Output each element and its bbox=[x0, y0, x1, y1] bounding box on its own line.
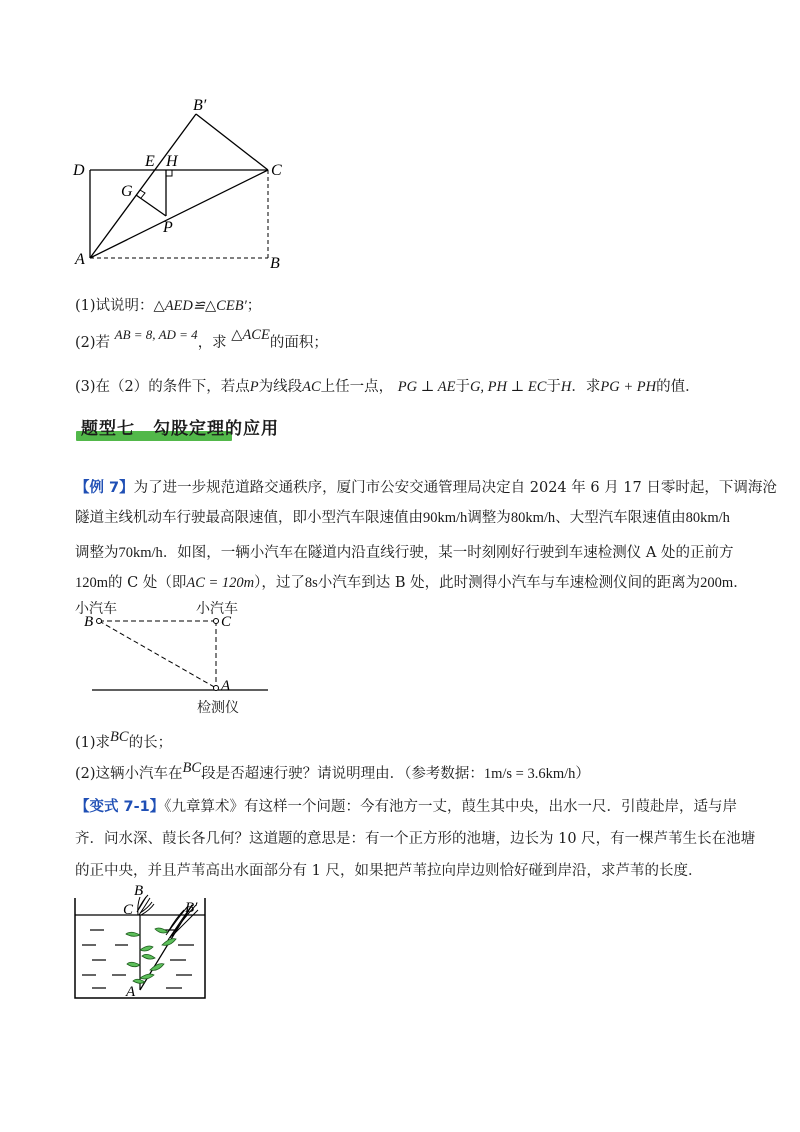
example-7-tag: 【例 7】 bbox=[75, 480, 134, 496]
right-angle-H bbox=[166, 170, 172, 176]
variation-7-1-line-3: 的正中央，并且芦苇高出水面部分有 1 尺，如果把芦苇拉向岸边则恰好碰到岸沿，求芦苇的长度． bbox=[75, 863, 703, 879]
point-C bbox=[214, 619, 219, 624]
label-car-1: 小汽车 bbox=[75, 601, 117, 617]
example-7-question-1: (1)求BC的长； bbox=[75, 729, 173, 751]
segment-PG bbox=[136, 195, 166, 216]
variation-7-1-line-1: 【变式 7-1】《九章算术》有这样一个问题：今有池方一丈，葭生其中央，出水一尺．引葭赴岸，适与岸 bbox=[75, 799, 737, 815]
point-B bbox=[97, 619, 102, 624]
right-angle-G bbox=[140, 190, 145, 198]
label-B-prime: B′ bbox=[193, 97, 207, 114]
example-7-line-4: 120m的 C 处（即AC = 120m），过了8s小汽车到达 B 处，此时测得小汽车与车速检测仪间的距离为200m． bbox=[75, 575, 748, 591]
example-7-question-2: (2)这辆小汽车在BC段是否超速行驶？请说明理由．（参考数据：1m/s = 3.6km/h） bbox=[75, 760, 590, 782]
variation-7-1-tag: 【变式 7-1】 bbox=[75, 799, 165, 815]
label-B-prime: B′ bbox=[185, 900, 198, 916]
example-7-line-1: 【例 7】为了进一步规范道路交通秩序，厦门市公安交通管理局决定自 2024 年 6 月 17 日零时起，下调海沧 bbox=[75, 480, 777, 496]
segment-AB-prime bbox=[90, 114, 196, 258]
label-B: B bbox=[134, 883, 144, 899]
label-H: H bbox=[166, 153, 178, 170]
label-C: C bbox=[221, 614, 232, 630]
label-E: E bbox=[145, 153, 155, 170]
pond-reed-figure bbox=[68, 880, 218, 1005]
geometry-figure-rectangle bbox=[60, 90, 300, 275]
traffic-diagram bbox=[80, 610, 280, 700]
section-heading: 题型七 勾股定理的应用 bbox=[81, 419, 279, 439]
label-C: C bbox=[271, 162, 282, 179]
segment-B-prime-C bbox=[196, 114, 268, 170]
label-A: A bbox=[126, 984, 136, 1000]
reed-leaves bbox=[126, 928, 176, 983]
segment-AC bbox=[90, 170, 268, 258]
example-7-line-2: 隧道主线机动车行驶最高限速值，即小型汽车限速值由90km/h调整为80km/h、大型汽车限速值由80km/h bbox=[75, 510, 730, 526]
label-detector: 检测仪 bbox=[197, 700, 239, 716]
label-B: B bbox=[84, 614, 94, 630]
label-car-2: 小汽车 bbox=[196, 601, 238, 617]
question-item-2: (2)若 AB = 8, AD = 4，求 △ACE的面积； bbox=[75, 327, 328, 351]
label-D: D bbox=[73, 162, 85, 179]
label-G: G bbox=[121, 183, 133, 200]
label-A: A bbox=[221, 678, 231, 694]
variation-7-1-line-2: 齐．问水深、葭长各几何？这道题的意思是：有一个正方形的池塘，边长为 10 尺，有一棵芦苇生长在池塘 bbox=[75, 831, 756, 847]
segment-BA-dashed bbox=[99, 621, 216, 688]
question-item-1: (1)试说明：△AED≌△CEB′； bbox=[75, 298, 262, 314]
label-P: P bbox=[163, 219, 173, 236]
label-B: B bbox=[270, 255, 280, 272]
point-A bbox=[214, 686, 219, 691]
question-item-3: (3)在（2）的条件下，若点P为线段AC上任一点， PG ⊥ AE于G, PH ⊥ EC于H．求PG + PH的值． bbox=[75, 379, 700, 395]
example-7-line-3: 调整为70km/h．如图，一辆小汽车在隧道内沿直线行驶，某一时刻刚好行驶到车速检测仪 A 处的正前方 bbox=[75, 545, 734, 561]
label-C: C bbox=[123, 902, 134, 918]
label-A: A bbox=[75, 251, 85, 268]
